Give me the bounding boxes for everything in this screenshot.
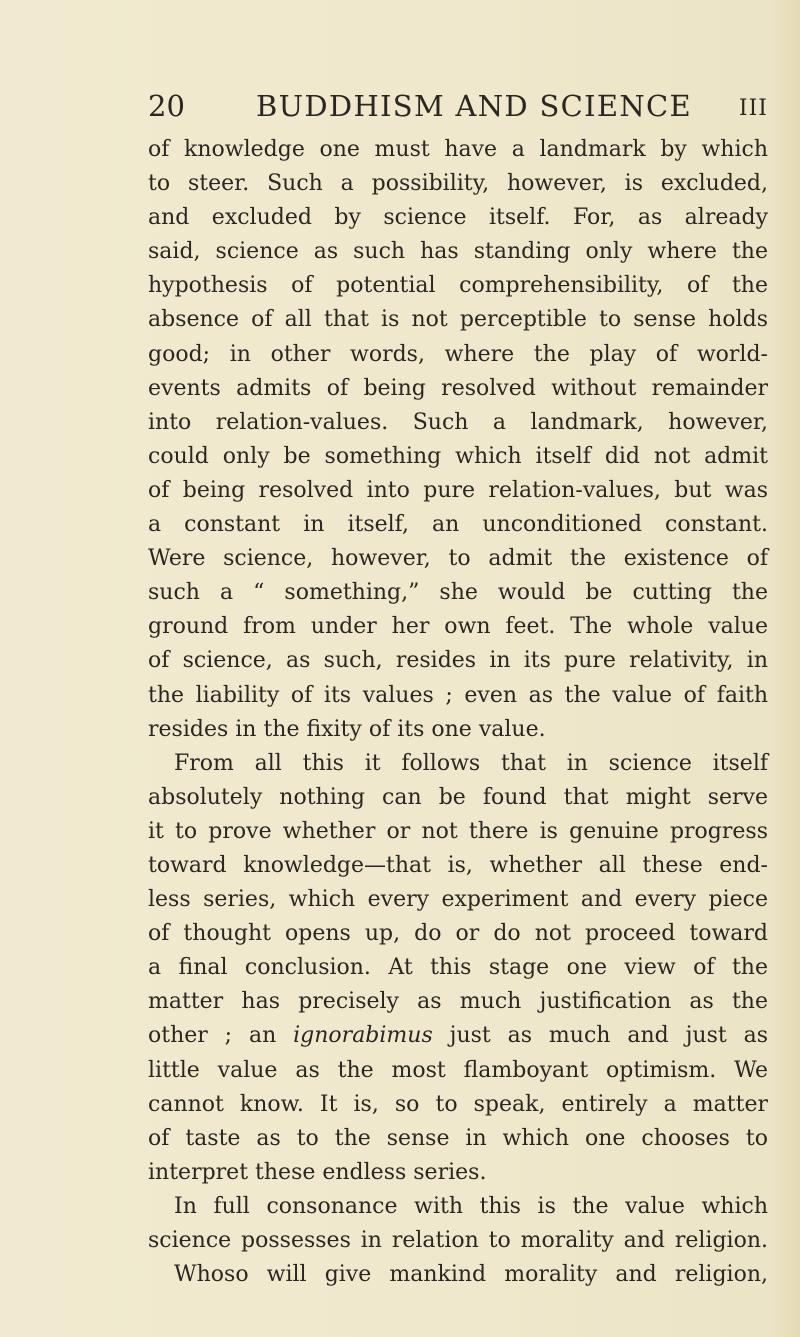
text-line: Were science, however, to admit the existence of [148,546,768,572]
text-line: matter has precisely as much justification as the [148,989,768,1015]
line-text-before: other ; an [148,1023,294,1049]
text-line: of thought opens up, do or do not proceed toward [148,921,768,947]
line-text-after: just as much and just as [432,1023,768,1049]
text-line: a constant in itself, an unconditioned constant. [148,512,768,538]
text-line: science possesses in relation to morality and religion. [148,1228,768,1253]
paragraph-end-line: resides in the fixity of its one value. [148,716,546,742]
text-line: absence of all that is not perceptible to sense holds [148,307,768,333]
paragraph-end-line: interpret these endless series. [148,1159,487,1185]
text-line: ground from under her own feet. The whole value [148,614,768,640]
text-line: into relation-values. Such a landmark, however, [148,409,768,435]
text-line: to steer. Such a possibility, however, is excluded, [148,171,768,197]
text-line: of taste as to the sense in which one chooses to [148,1125,768,1151]
text-line: less series, which every experiment and every piece [148,887,768,913]
text-line: of being resolved into pure relation-values, but was [148,477,768,503]
italic-term: ignorabimus [293,1023,433,1049]
text-line: cannot know. It is, so to speak, entirely a matter [148,1091,768,1117]
text-line: such a “ something,” she would be cutting the [148,580,768,606]
text-line: events admits of being resolved without remainder [148,375,768,401]
body-text [148,133,768,1292]
text-line: hypothesis of potential comprehensibility, of the [148,273,768,299]
running-title: BUDDHISM AND SCIENCE [256,89,692,123]
text-line: the liability of its values ; even as the value of faith [148,682,768,708]
paragraph-start-line: In full consonance with this is the value which [174,1193,768,1219]
text-line: it to prove whether or not there is genuine progress [148,818,768,844]
text-line: good; in other words, where the play of world- [148,341,768,367]
text-line: toward knowledge—that is, whether all these end- [148,852,768,878]
text-line: of science, as such, resides in its pure relativity, in [148,648,768,674]
text-line-with-italic [148,1019,768,1053]
chapter-numeral: III [738,96,768,121]
running-header [148,86,768,126]
text-line: could only be something which itself did not admit [148,443,768,469]
text-line: little value as the most flamboyant optimism. We [148,1057,768,1083]
text-line: of knowledge one must have a landmark by which [148,137,768,162]
text-line: a final conclusion. At this stage one view of the [148,955,768,981]
paragraph-start-line: From all this it follows that in science itself [174,750,768,776]
text-line: Whoso will give mankind morality and religion, [174,1262,768,1288]
text-line: said, science as such has standing only where the [148,239,768,265]
text-line: absolutely nothing can be found that might serve [148,784,768,810]
page-number: 20 [148,89,185,123]
text-line: and excluded by science itself. For, as already [148,205,768,231]
